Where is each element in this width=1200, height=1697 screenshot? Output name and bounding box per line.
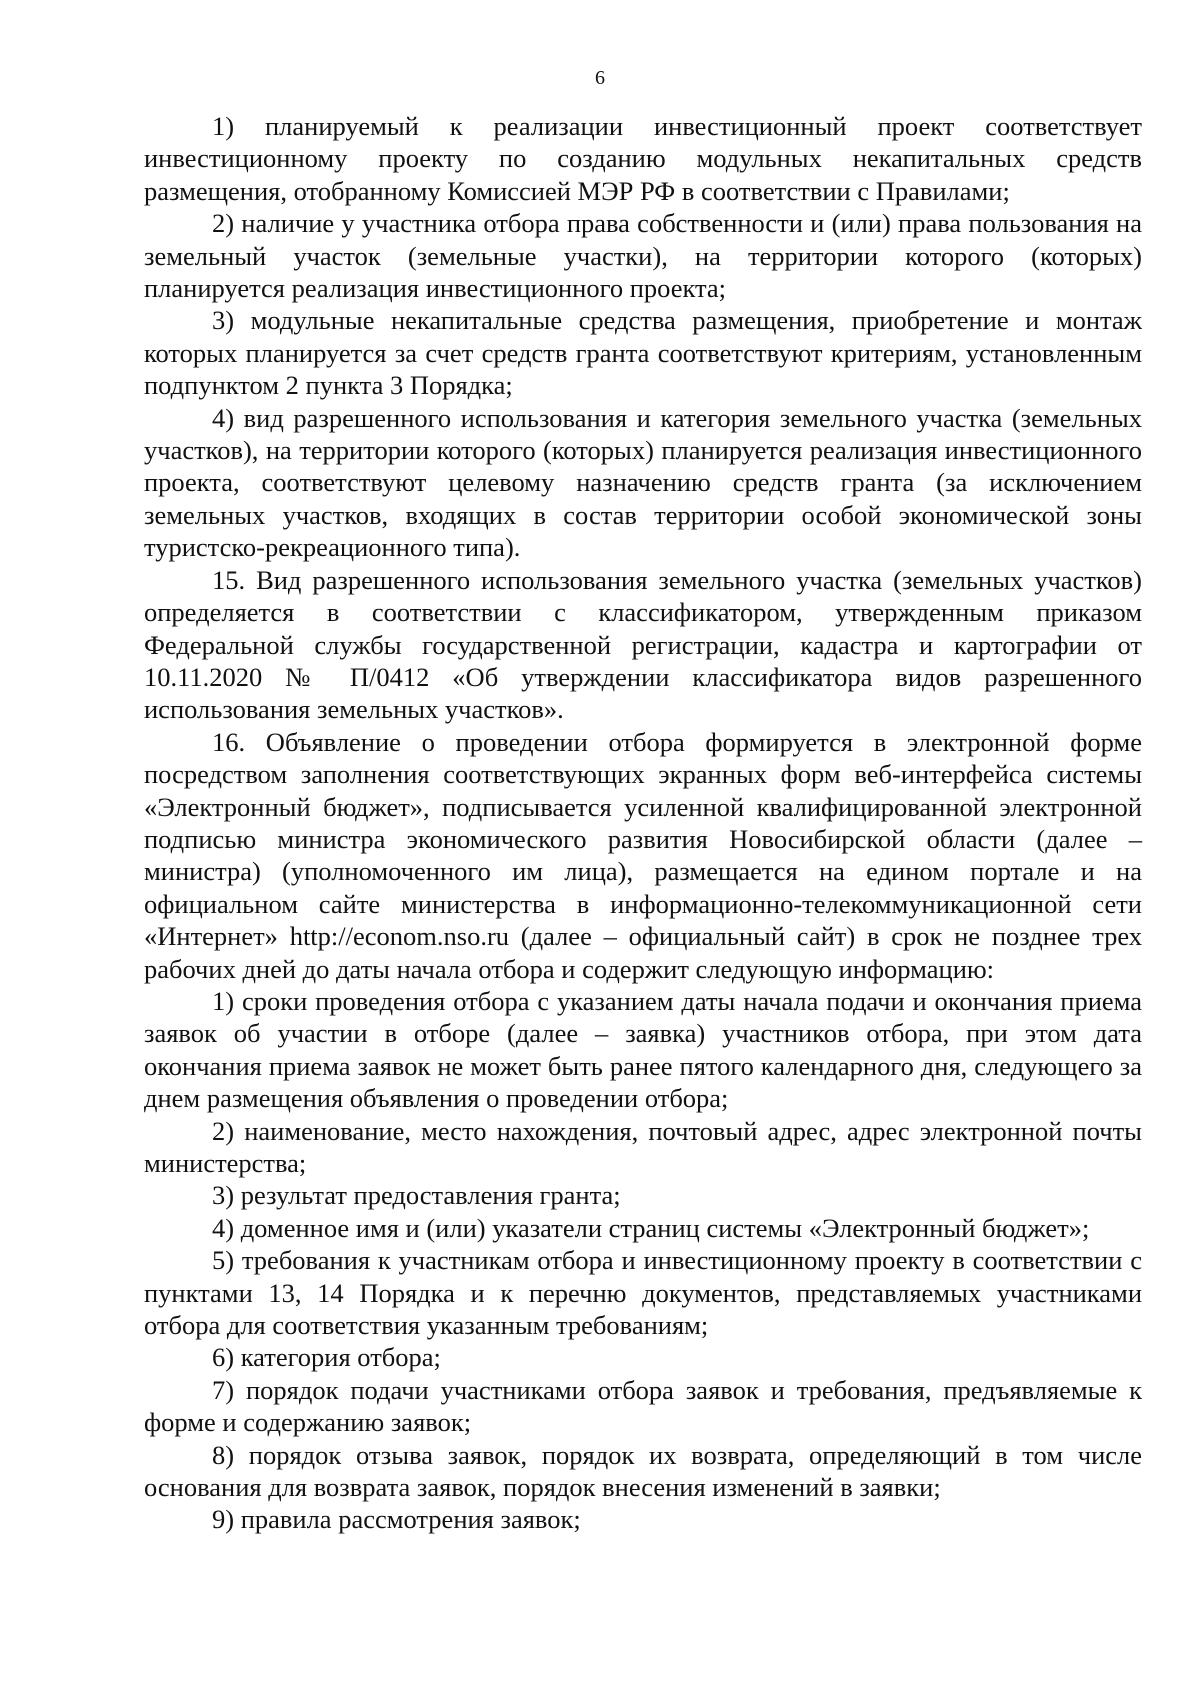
paragraph-section-16: 16. Объявление о проведении отбора формируется в электронной форме посредством заполнения соответствующих экранных форм веб-интерфейса системы «Электронный бюджет», подписывается усиленной квалифицированной электронной подписью министра экономического развития Новосибирской области (далее – министра) (уполномоченного им лица), размещается на едином портале и на официальном сайте министерства в информационно-телекоммуникационной сети «Интернет» http://econom.nso.ru (далее – официальный сайт) в срок не позднее трех рабочих дней до даты начала отбора и содержит следующую информацию: <box>144 726 1142 984</box>
paragraph-criterion-2: 2) наличие у участника отбора права собственности и (или) права пользования на земельный участок (земельные участки), на территории которого (которых) планируется реализация инвестиционного проекта; <box>144 208 1142 304</box>
paragraph-info-8: 8) порядок отзыва заявок, порядок их возврата, определяющий в том числе основания для возврата заявок, порядок внесения изменений в заявки; <box>144 1439 1142 1503</box>
paragraph-criterion-4: 4) вид разрешенного использования и категория земельного участка (земельных участков), на территории которого (которых) планируется реализация инвестиционного проекта, соответствуют целевому назначению средств гранта (за исключением земельных участков, входящих в состав территории особой экономической зоны туристско-рекреационного типа). <box>144 402 1142 563</box>
paragraph-info-6: 6) категория отбора; <box>212 1342 441 1373</box>
paragraph-info-2: 2) наименование, место нахождения, почтовый адрес, адрес электронной почты министерства; <box>144 1115 1142 1178</box>
paragraph-section-15: 15. Вид разрешенного использования земельного участка (земельных участков) определяется в соответствии с классификатором, утвержденным приказом Федеральной службы государственной регистрации, кадастра и картографии от 10.11.2020 № П/0412 «Об утверждении классификатора видов разрешенного использования земельных участков». <box>144 564 1142 725</box>
paragraph-info-5: 5) требования к участникам отбора и инвестиционному проекту в соответствии с пунктами 13, 14 Порядка и к перечню документов, представляемых участниками отбора для соответствия указанным требованиям; <box>144 1245 1142 1341</box>
paragraph-criterion-3: 3) модульные некапитальные средства размещения, приобретение и монтаж которых планируется за счет средств гранта соответствуют критериям, установленным подпунктом 2 пункта 3 Порядка; <box>144 305 1142 401</box>
paragraph-criterion-1: 1) планируемый к реализации инвестиционный проект соответствует инвестиционному проекту по созданию модульных некапитальных средств размещения, отобранному Комиссией МЭР РФ в соответствии с Правилами; <box>144 111 1142 206</box>
paragraph-info-4: 4) доменное имя и (или) указатели страниц системы «Электронный бюджет»; <box>212 1212 1090 1243</box>
paragraph-info-9: 9) правила рассмотрения заявок; <box>212 1504 581 1535</box>
paragraph-info-7: 7) порядок подачи участниками отбора заявок и требования, предъявляемые к форме и содержанию заявок; <box>144 1374 1142 1438</box>
page-number: 6 <box>595 67 605 89</box>
paragraph-info-1: 1) сроки проведения отбора с указанием даты начала подачи и окончания приема заявок об участии в отборе (далее – заявка) участников отбора, при этом дата окончания приема заявок не может быть ранее пятого календарного дня, следующего за днем размещения объявления о проведении отбора; <box>144 985 1142 1114</box>
document-body <box>144 110 1142 1536</box>
paragraph-info-3: 3) результат предоставления гранта; <box>212 1180 621 1211</box>
